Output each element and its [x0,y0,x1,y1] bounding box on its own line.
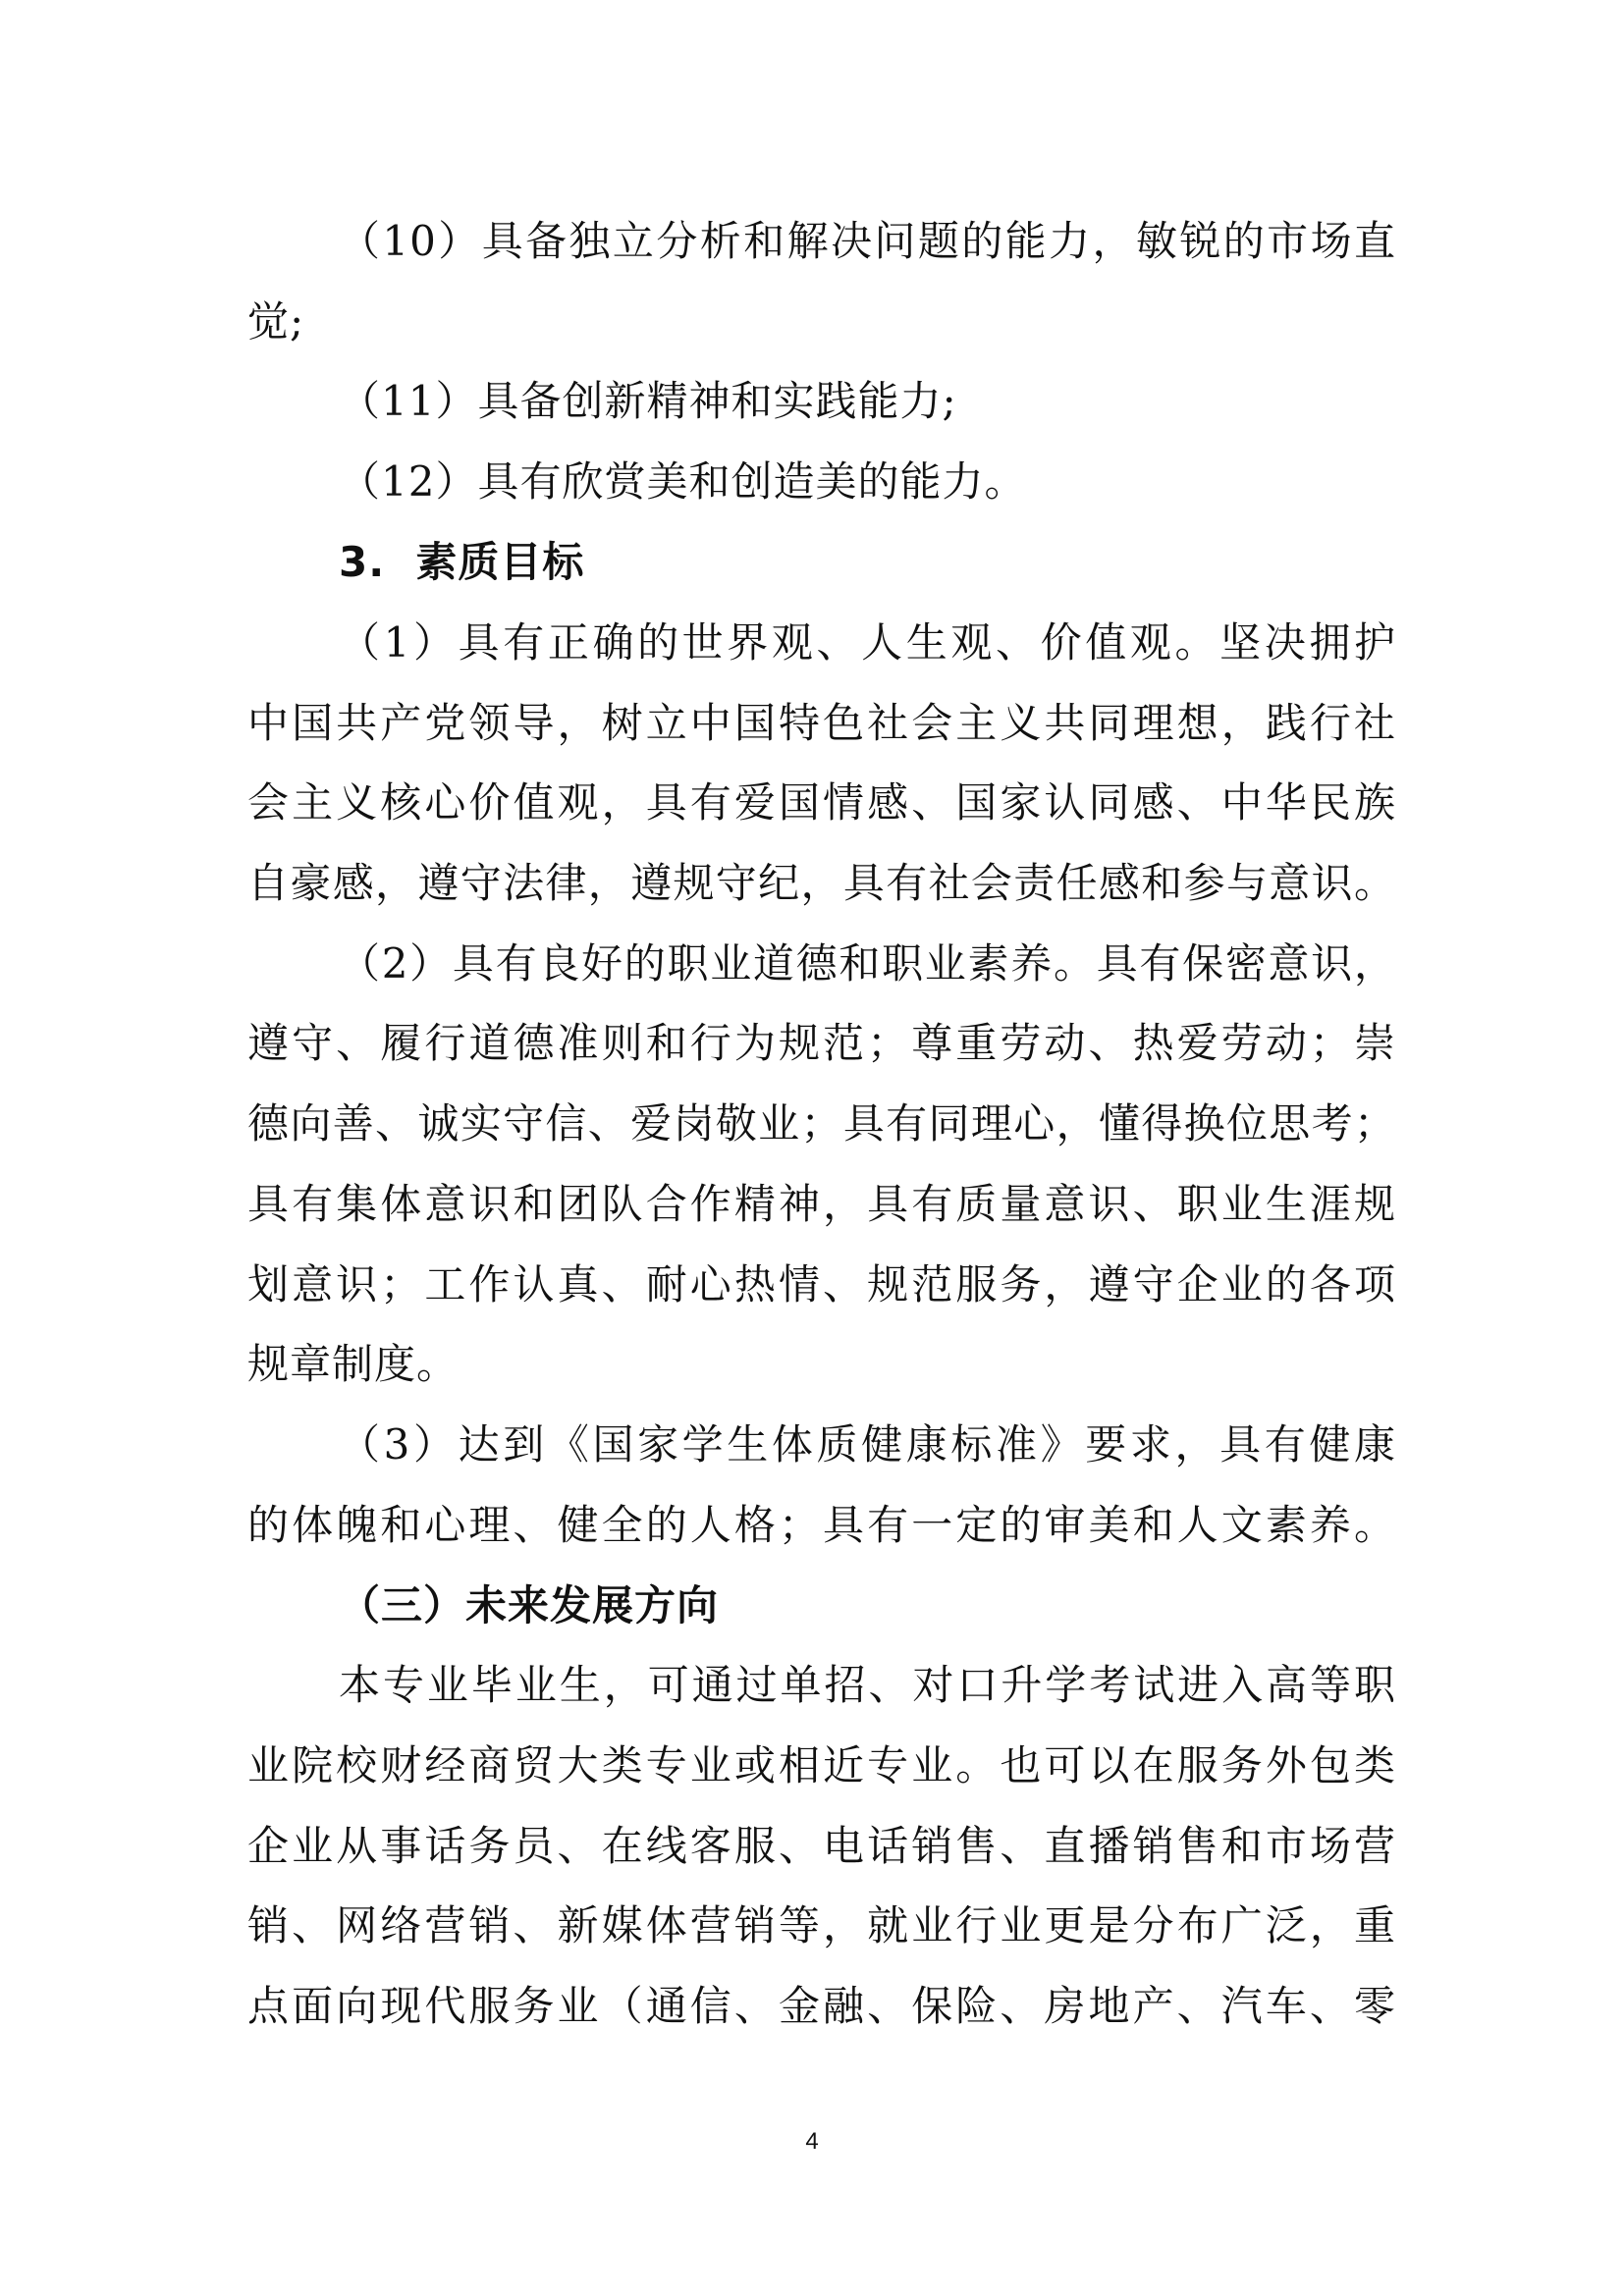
paragraph-quality-1-line-1: （1）具有正确的世界观、人生观、价值观。坚决拥护 [339,618,1396,667]
paragraph-future-direction-line-1: 本专业毕业生，可通过单招、对口升学考试进入高等职 [339,1661,1396,1709]
paragraph-quality-1-line-4: 自豪感，遵守法律，遵规守纪，具有社会责任感和参与意识。 [247,859,1396,907]
paragraph-quality-1-line-2: 中国共产党领导，树立中国特色社会主义共同理想，践行社 [247,699,1396,747]
heading-future-direction: （三）未来发展方向 [339,1581,720,1629]
paragraph-quality-2-line-6: 规章制度。 [247,1340,460,1388]
paragraph-quality-2-line-1: （2）具有良好的职业道德和职业素养。具有保密意识， [339,939,1396,988]
paragraph-quality-3-line-1: （3）达到《国家学生体质健康标准》要求，具有健康 [339,1420,1396,1468]
page-number: 4 [805,2128,819,2155]
paragraph-quality-2-line-4: 具有集体意识和团队合作精神，具有质量意识、职业生涯规 [247,1180,1396,1228]
paragraph-quality-2-line-3: 德向善、诚实守信、爱岗敬业；具有同理心，懂得换位思考； [247,1099,1396,1148]
paragraph-future-direction-line-5: 点面向现代服务业（通信、金融、保险、房地产、汽车、零 [247,1982,1396,2030]
paragraph-future-direction-line-4: 销、网络营销、新媒体营销等，就业行业更是分布广泛，重 [247,1901,1396,1949]
paragraph-quality-2-line-2: 遵守、履行道德准则和行为规范；尊重劳动、热爱劳动；崇 [247,1019,1396,1067]
paragraph-future-direction-line-2: 业院校财经商贸大类专业或相近专业。也可以在服务外包类 [247,1741,1396,1789]
heading-quality-goals: 3. 素质目标 [339,538,585,586]
paragraph-quality-2-line-5: 划意识；工作认真、耐心热情、规范服务，遵守企业的各项 [247,1260,1396,1308]
paragraph-quality-3-line-2: 的体魄和心理、健全的人格；具有一定的审美和人文素养。 [247,1501,1396,1549]
paragraph-ability-12: （12）具有欣赏美和创造美的能力。 [339,457,1027,506]
paragraph-future-direction-line-3: 企业从事话务员、在线客服、电话销售、直播销售和市场营 [247,1822,1396,1870]
paragraph-ability-10-line-2: 觉; [247,297,305,346]
paragraph-ability-11: （11）具备创新精神和实践能力; [339,377,957,425]
paragraph-quality-1-line-3: 会主义核心价值观，具有爱国情感、国家认同感、中华民族 [247,778,1396,827]
paragraph-ability-10-line-1: （10）具备独立分析和解决问题的能力，敏锐的市场直 [339,217,1396,265]
